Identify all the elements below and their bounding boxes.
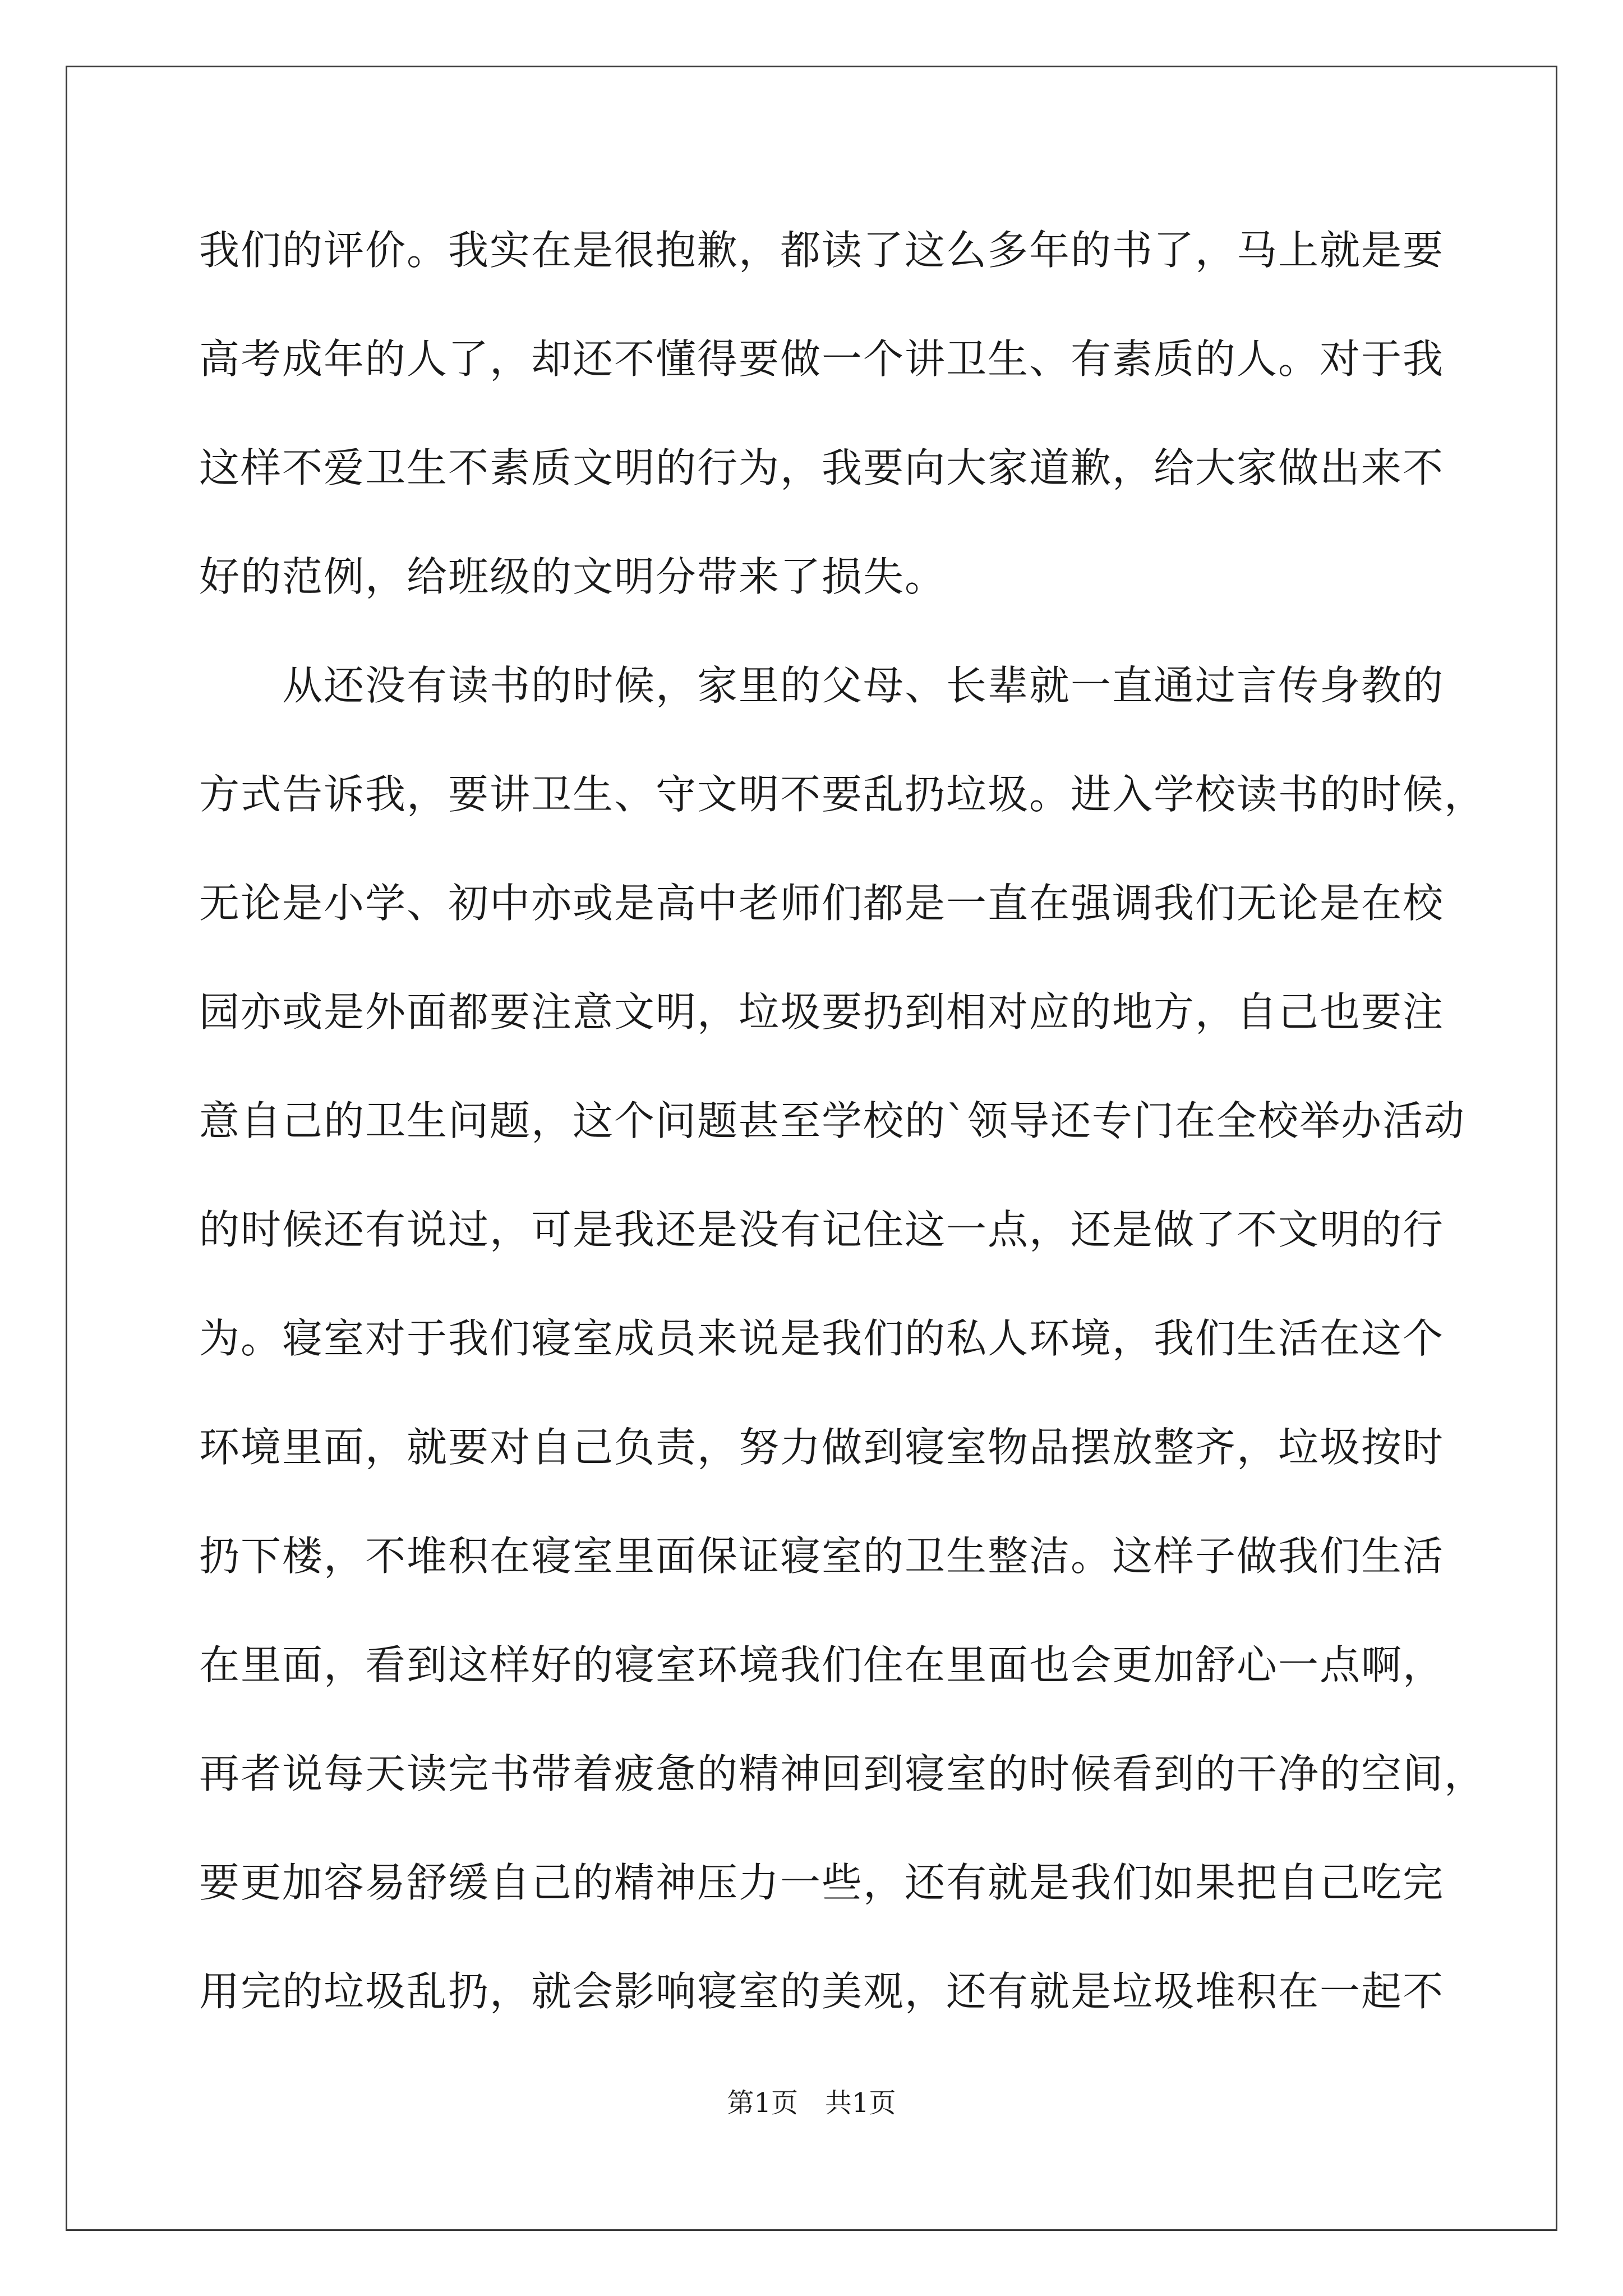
text-line-17: 用完的垃圾乱扔，就会影响寝室的美观，还有就是垃圾堆积在一起不: [199, 1968, 1445, 2015]
text-line-14: 在里面，看到这样好的寝室环境我们住在里面也会更加舒心一点啊，: [199, 1641, 1445, 1688]
text-line-4: 好的范例，给班级的文明分带来了损失。: [199, 553, 947, 600]
text-line-2: 高考成年的人了，却还不懂得要做一个讲卫生、有素质的人。对于我: [199, 335, 1445, 383]
page-border: [66, 66, 1557, 2231]
text-line-1: 我们的评价。我实在是很抱歉，都读了这么多年的书了，马上就是要: [199, 227, 1445, 274]
text-line-12: 环境里面，就要对自己负责，努力做到寝室物品摆放整齐，垃圾按时: [199, 1424, 1445, 1471]
text-line-16: 要更加容易舒缓自己的精神压力一些，还有就是我们如果把自己吃完: [199, 1859, 1445, 1906]
text-line-6: 方式告诉我，要讲卫生、守文明不要乱扔垃圾。进入学校读书的时候，: [199, 771, 1486, 818]
text-line-5: 从还没有读书的时候，家里的父母、长辈就一直通过言传身教的: [199, 662, 1445, 709]
text-line-8: 园亦或是外面都要注意文明，垃圾要扔到相对应的地方，自己也要注: [199, 988, 1445, 1036]
text-line-7: 无论是小学、初中亦或是高中老师们都是一直在强调我们无论是在校: [199, 880, 1445, 927]
text-line-9: 意自己的卫生问题，这个问题甚至学校的`领导还专门在全校举办活动: [199, 1097, 1466, 1144]
text-line-11: 为。寝室对于我们寝室成员来说是我们的私人环境，我们生活在这个: [199, 1315, 1445, 1362]
text-line-3: 这样不爱卫生不素质文明的行为，我要向大家道歉，给大家做出来不: [199, 444, 1445, 491]
text-line-15: 再者说每天读完书带着疲惫的精神回到寝室的时候看到的干净的空间，: [199, 1750, 1486, 1797]
text-line-10: 的时候还有说过，可是我还是没有记住这一点，还是做了不文明的行: [199, 1206, 1445, 1253]
page-number-footer: 第1页 共1页: [727, 2087, 896, 2119]
text-line-13: 扔下楼，不堆积在寝室里面保证寝室的卫生整洁。这样子做我们生活: [199, 1533, 1445, 1580]
